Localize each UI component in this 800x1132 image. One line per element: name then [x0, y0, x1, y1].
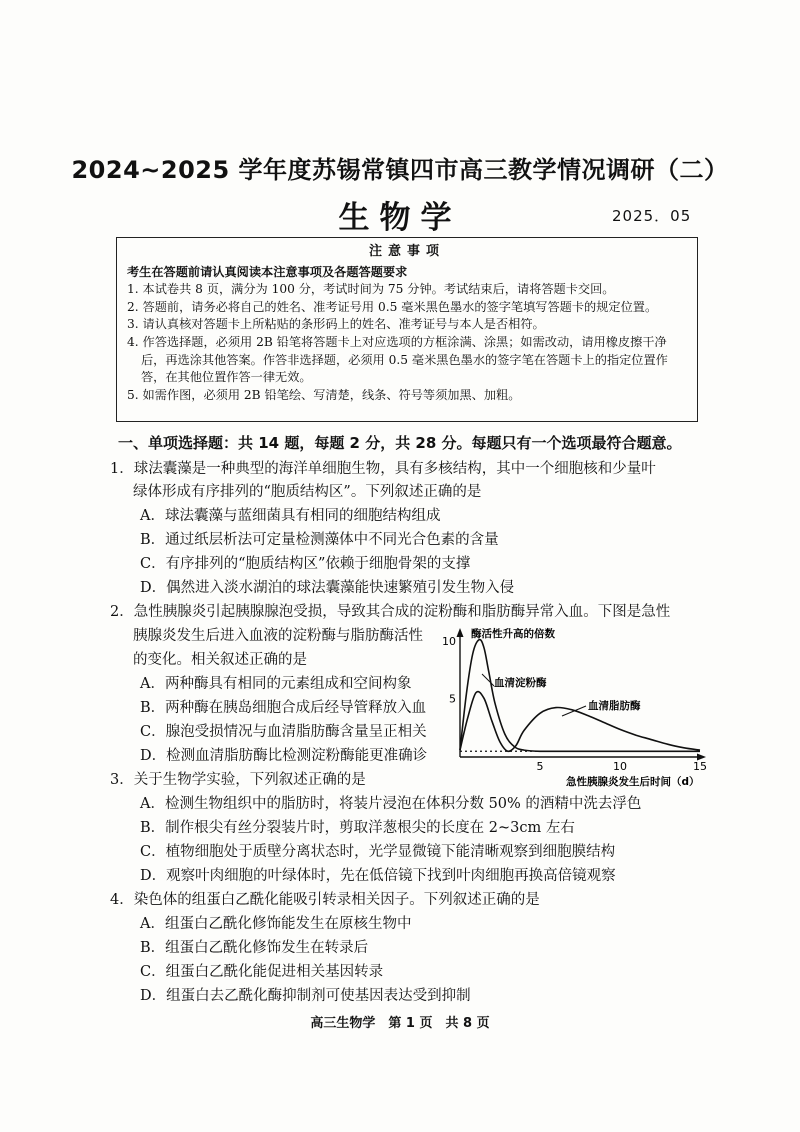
- label-amylase: 血清淀粉酶: [494, 677, 547, 689]
- x-axis-label: 急性胰腺炎发生后时间（d）: [566, 776, 700, 788]
- exam-title: 2024~2025 学年度苏锡常镇四市高三教学情况调研（二）: [71, 156, 729, 184]
- notice-box: [116, 237, 698, 422]
- q2-stem-line2: 胰腺炎发生后进入血液的淀粉酶与脂肪酶活性: [133, 628, 423, 644]
- notice-item-2: 2. 答题前，请务必将自己的姓名、准考证号用 0.5 毫米黑色墨水的签字笔填写答题卡的规定位置。: [127, 299, 658, 314]
- q3-option-a: A．检测生物组织中的脂肪时，将装片浸泡在体积分数 50% 的酒精中洗去浮色: [140, 796, 642, 812]
- y-axis-label: 酶活性升高的倍数: [471, 628, 555, 640]
- x-tick-10: 10: [613, 760, 627, 773]
- y-tick-10: 10: [442, 635, 456, 648]
- q4-option-d: D．组蛋白去乙酰化酶抑制剂可使基因表达受到抑制: [140, 988, 471, 1004]
- x-tick-15: 15: [693, 760, 707, 773]
- q1-option-b: B．通过纸层析法可定量检测藻体中不同光合色素的含量: [140, 532, 499, 548]
- q1-option-c: C．有序排列的“胞质结构区”依赖于细胞骨架的支撑: [140, 556, 471, 572]
- q3-stem: 3．关于生物学实验，下列叙述正确的是: [110, 772, 366, 788]
- q4-stem: 4．染色体的组蛋白乙酰化能吸引转录相关因子。下列叙述正确的是: [110, 892, 540, 908]
- label-amylase-leader: [482, 674, 494, 686]
- notice-title: 注意事项: [368, 244, 445, 259]
- subject-title: 生物学: [338, 200, 462, 236]
- y-axis-arrow: [457, 628, 464, 637]
- q1-stem-line2: 绿体形成有序排列的“胞质结构区”。下列叙述正确的是: [133, 484, 482, 500]
- q2-option-a: A．两种酶具有相同的元素组成和空间构象: [140, 676, 412, 692]
- q4-option-b: B．组蛋白乙酰化修饰发生在转录后: [140, 940, 369, 956]
- q2-stem-line1: 2．急性胰腺炎引起胰腺腺泡受损，导致其合成的淀粉酶和脂肪酶异常入血。下图是急性: [110, 604, 671, 620]
- q4-option-a: A．组蛋白乙酰化修饰能发生在原核生物中: [140, 916, 412, 932]
- enzyme-activity-chart: [438, 624, 738, 790]
- q1-stem-line1: 1．球法囊藻是一种典型的海洋单细胞生物，具有多核结构，其中一个细胞核和少量叶: [110, 461, 656, 477]
- label-lipase-leader: [562, 706, 586, 716]
- label-lipase: 血清脂肪酶: [588, 700, 641, 712]
- q3-option-d: D．观察叶肉细胞的叶绿体时，先在低倍镜下找到叶肉细胞再换高倍镜观察: [140, 868, 616, 884]
- q2-stem-line3: 的变化。相关叙述正确的是: [133, 652, 307, 668]
- series-lipase-line: [460, 692, 700, 752]
- y-tick-5: 5: [449, 692, 456, 706]
- section-heading: 一、单项选择题：共 14 题，每题 2 分，共 28 分。每题只有一个选项最符合题意。: [118, 434, 682, 452]
- x-tick-5: 5: [536, 760, 544, 773]
- q2-option-c: C．腺泡受损情况与血清脂肪酶含量呈正相关: [140, 724, 427, 740]
- notice-item-1: 1. 本试卷共 8 页，满分为 100 分，考试时间为 75 分钟。考试结束后，请将答题卡交回。: [127, 282, 615, 297]
- q1-option-d: D．偶然进入淡水湖泊的球法囊藻能快速繁殖引发生物入侵: [140, 580, 515, 596]
- page-footer: 高三生物学 第 1 页 共 8 页: [310, 1016, 490, 1031]
- exam-date: 2025．05: [612, 207, 692, 225]
- notice-lead: 考生在答题前请认真阅读本注意事项及各题答题要求: [127, 264, 408, 279]
- q3-option-c: C．植物细胞处于质壁分离状态时，光学显微镜下能清晰观察到细胞膜结构: [140, 844, 616, 860]
- notice-item-5: 5. 如需作图，必须用 2B 铅笔绘、写清楚，线条、符号等须加黑、加粗。: [127, 387, 521, 402]
- q4-option-c: C．组蛋白乙酰化能促进相关基因转录: [140, 964, 384, 980]
- q2-option-d: D．检测血清脂肪酶比检测淀粉酶能更准确诊: [140, 748, 428, 764]
- notice-item-3: 3. 请认真核对答题卡上所粘贴的条形码上的姓名、准考证号与本人是否相符。: [127, 317, 545, 332]
- q1-option-a: A．球法囊藻与蓝细菌具有相同的细胞结构组成: [140, 508, 441, 524]
- notice-item-4: 4. 作答选择题，必须用 2B 铅笔将答题卡上对应选项的方框涂满、涂黑；如需改动，请用橡皮擦干净后，再选涂其他答案。作答非选择题，必须用 0.5 毫米黑色墨水的签字笔在答题卡上的指定位置作答，在其他位置作答一律无效。: [127, 334, 668, 385]
- q3-option-b: B．制作根尖有丝分裂装片时，剪取洋葱根尖的长度在 2~3cm 左右: [140, 820, 575, 836]
- q2-option-b: B．两种酶在胰岛细胞合成后经导管释放入血: [140, 700, 427, 716]
